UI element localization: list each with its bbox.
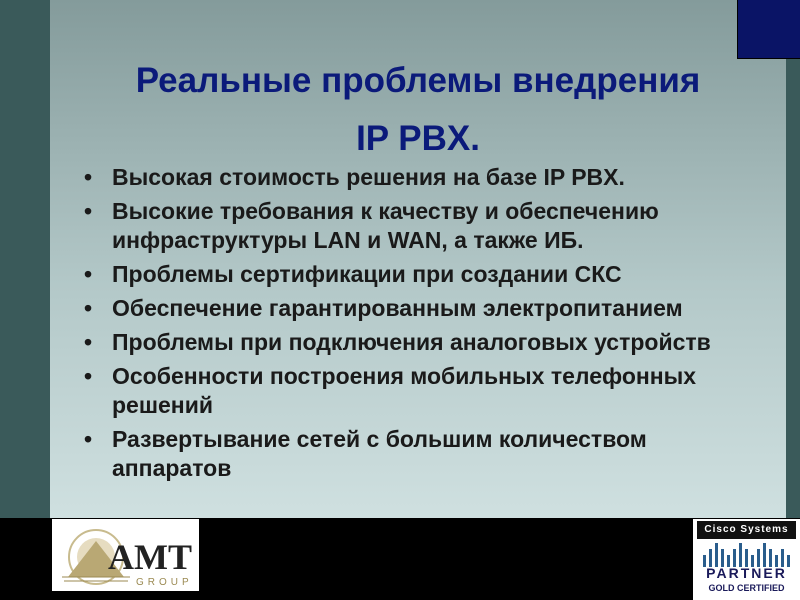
bullet-text: Развертывание сетей с большим количеством аппаратов: [112, 426, 647, 481]
bullet-text: Высокая стоимость решения на базе IP PBX.: [112, 164, 625, 190]
bullet-item: [82, 425, 742, 483]
bullet-text: Проблемы при подключения аналоговых устройств: [112, 329, 711, 355]
bullet-item: [82, 362, 742, 420]
cisco-gold-certified-label: GOLD CERTIFIED: [708, 583, 785, 593]
left-border-strip: [0, 0, 50, 518]
bullet-list: [82, 163, 742, 488]
bullet-item: [82, 294, 742, 323]
bullet-dot: •: [84, 164, 93, 190]
title-line-1: Реальные проблемы внедрения: [135, 61, 701, 100]
amt-logo-graphic: [52, 519, 199, 591]
amt-group-logo: [52, 519, 199, 591]
title-line-2: IP PBX.: [356, 119, 480, 158]
cisco-partner-logo: [693, 519, 800, 600]
bullet-item: [82, 197, 742, 255]
bullet-dot: •: [84, 363, 93, 389]
slide-content: [50, 0, 786, 518]
bullet-text: Высокие требования к качеству и обеспечению инфраструктуры LAN и WAN, а также ИБ.: [112, 198, 659, 253]
bullet-text: Обеспечение гарантированным электропитанием: [112, 295, 683, 321]
bullet-dot: •: [84, 261, 93, 287]
amt-logo-name: AMT: [108, 537, 192, 577]
bullet-text: Особенности построения мобильных телефонных решений: [112, 363, 697, 418]
cisco-partner-label: PARTNER: [706, 565, 787, 581]
right-border-strip: [786, 0, 800, 518]
bullet-item: [82, 260, 742, 289]
amt-logo-sub: GROUP: [136, 577, 193, 588]
bullet-dot: •: [84, 198, 93, 224]
cisco-systems-label: Cisco Systems: [697, 521, 796, 539]
bullet-dot: •: [84, 426, 93, 452]
bullet-item: [82, 163, 742, 192]
corner-square: [737, 0, 800, 59]
bullet-dot: •: [84, 329, 93, 355]
bullet-item: [82, 328, 742, 357]
bullet-dot: •: [84, 295, 93, 321]
slide-title: [50, 52, 786, 168]
bullet-text: Проблемы сертификации при создании СКС: [112, 261, 622, 287]
